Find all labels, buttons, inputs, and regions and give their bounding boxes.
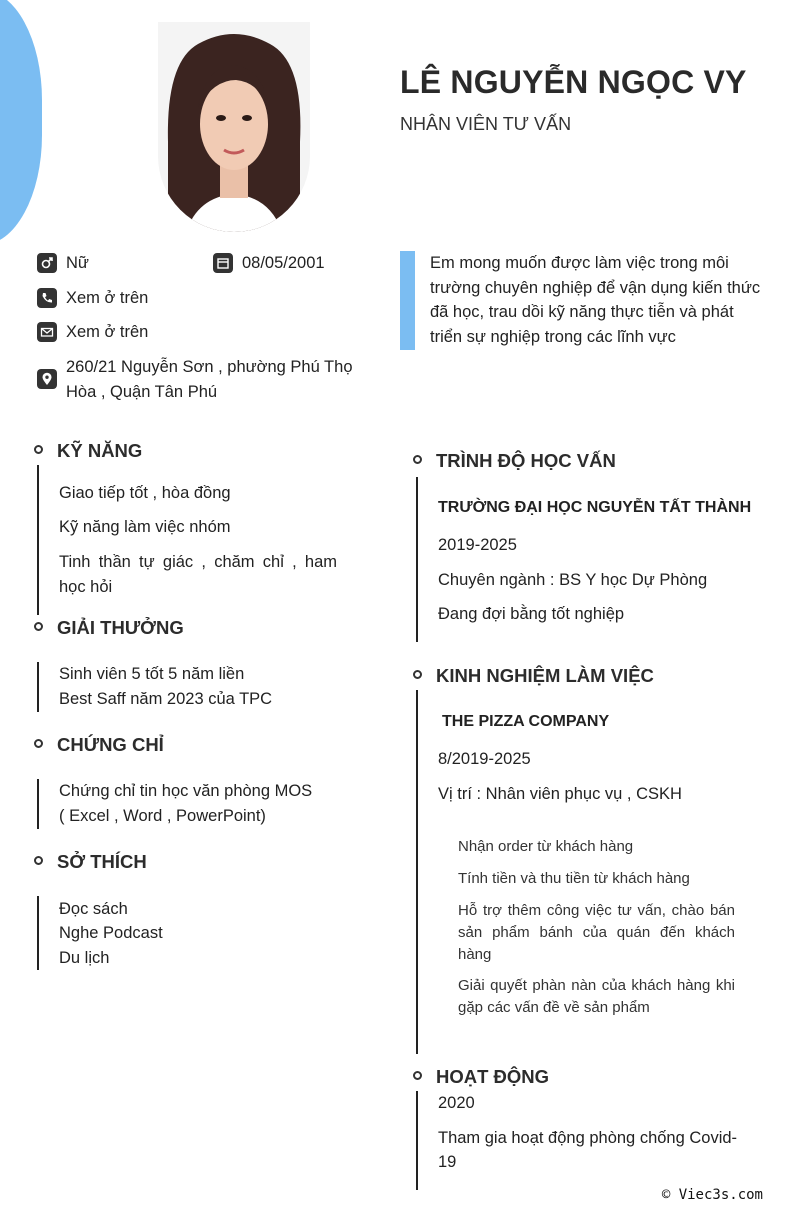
certificate-item: Chứng chỉ tin học văn phòng MOS [59,782,313,800]
phone-text: Xem ở trên [66,289,149,307]
skill-item: Kỹ năng làm việc nhóm [59,518,231,536]
calendar-icon [213,253,233,273]
hobbies-timeline [37,896,39,970]
company-name: THE PIZZA COMPANY [442,713,610,730]
section-marker [413,455,422,464]
awards-timeline [37,662,39,712]
hobby-item: Đọc sách [59,900,128,918]
duty-item: Hỗ trợ thêm công việc tư vấn, chào bán sản phẩm bánh của quán đến khách hàng [458,902,735,963]
experience-position: Vị trí : Nhân viên phục vụ , CSKH [438,785,682,803]
objective-line: Em mong muốn được làm việc trong môi [430,254,729,272]
section-marker [413,670,422,679]
activity-year: 2020 [438,1094,475,1112]
education-timeline [416,477,418,642]
skill-item: Giao tiếp tốt , hòa đồng [59,484,231,502]
section-marker [413,1071,422,1080]
section-marker [34,622,43,631]
duty-item: Nhận order từ khách hàng [458,838,634,855]
school-name: TRƯỜNG ĐẠI HỌC NGUYỄN TẤT THÀNH [438,499,752,516]
gender-icon [37,253,57,273]
skill-item: học hỏi [59,578,113,596]
section-marker [34,856,43,865]
hobby-item: Du lịch [59,949,110,967]
candidate-name: LÊ NGUYỄN NGỌC VY [400,64,747,100]
address-line-2: Hòa , Quận Tân Phú [66,382,218,401]
section-marker [34,739,43,748]
certificates-timeline [37,779,39,829]
footer-credit: © Viec3s.com [661,1187,763,1203]
objective-line: đã học, trau dồi kỹ năng thực tiễn và phát [430,303,734,321]
accent-shape [0,0,42,245]
location-pin-icon [37,369,57,389]
activity-description: Tham gia hoạt động phòng chống Covid- [438,1129,738,1147]
certificates-heading: CHỨNG CHỈ [57,734,164,755]
phone-icon [37,288,57,308]
activities-timeline [416,1091,418,1190]
education-heading: TRÌNH ĐỘ HỌC VẤN [436,450,616,471]
duty-item: Tính tiền và thu tiền từ khách hàng [458,870,690,887]
profile-photo [158,22,310,232]
skills-heading: KỸ NĂNG [57,440,143,461]
certificate-item: ( Excel , Word , PowerPoint) [59,807,266,825]
birthdate-text: 08/05/2001 [242,254,325,272]
award-item: Sinh viên 5 tốt 5 năm liền [59,665,245,683]
address-row [37,355,353,404]
gender-text: Nữ [66,254,89,272]
objective-line: trường chuyên nghiệp để vận dụng kiến thức [430,278,761,297]
skills-timeline [37,465,39,615]
education-status: Đang đợi bằng tốt nghiệp [438,605,625,623]
gender-row [37,251,89,276]
objective-line: triển sự nghiệp trong các lĩnh vực [430,327,676,346]
experience-heading: KINH NGHIỆM LÀM VIỆC [436,665,654,686]
objective-bar [400,251,415,350]
experience-period: 8/2019-2025 [438,750,531,768]
experience-timeline [416,690,418,1054]
career-objective [430,251,775,349]
awards-heading: GIẢI THƯỞNG [57,617,184,638]
phone-row [37,286,148,311]
address-text [66,355,353,404]
duty-item: Giải quyết phàn nàn của khách hàng khi gặp các vấn đề về sản phẩm [458,977,735,1016]
email-text: Xem ở trên [66,323,149,341]
activities-heading: HOẠT ĐỘNG [436,1066,550,1087]
candidate-title: NHÂN VIÊN TƯ VẤN [400,114,572,134]
section-marker [34,445,43,454]
award-item: Best Saff năm 2023 của TPC [59,690,273,708]
activity-description: 19 [438,1153,457,1171]
education-major: Chuyên ngành : BS Y học Dự Phòng [438,571,708,589]
address-line-1: 260/21 Nguyễn Sơn , phường Phú Thọ [66,358,353,376]
education-period: 2019-2025 [438,536,517,554]
hobbies-heading: SỞ THÍCH [57,851,147,872]
email-row [37,320,148,345]
email-icon [37,322,57,342]
birthdate-row [213,251,325,276]
hobby-item: Nghe Podcast [59,924,163,942]
skill-item: Tinh thần tự giác , chăm chỉ , ham [59,553,337,571]
